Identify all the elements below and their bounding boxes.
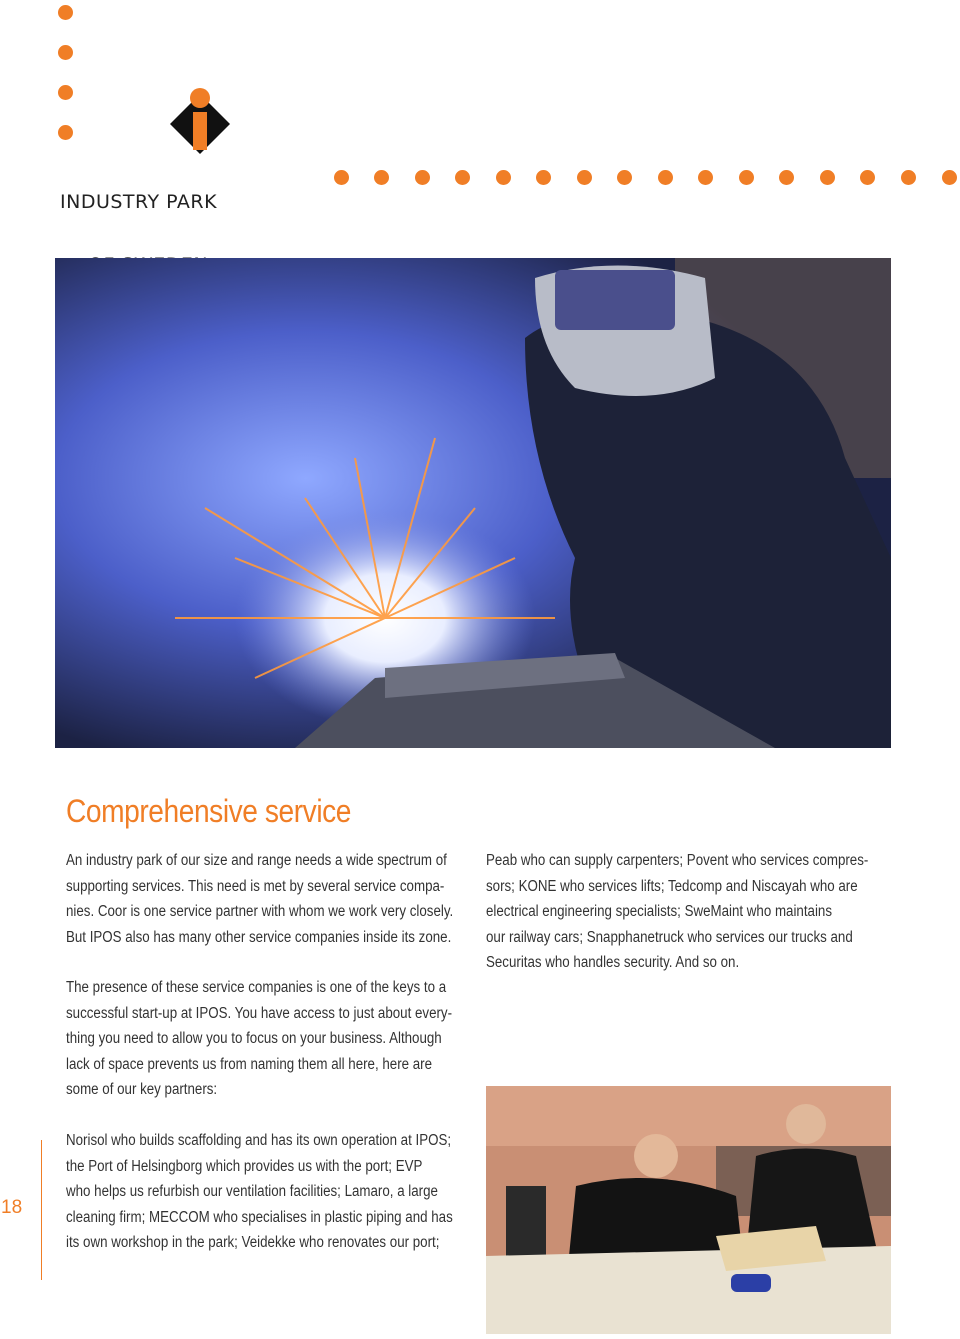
decorative-dot bbox=[415, 170, 430, 185]
decorative-dot bbox=[496, 170, 511, 185]
decorative-dot bbox=[658, 170, 673, 185]
decorative-dot bbox=[698, 170, 713, 185]
body-paragraph-3: Norisol who builds scaffolding and has its own operation at IPOS; the Port of Helsingborg which provides us with the port; EVP who helps us refurbish our ventilation facilities; Lamaro, a large cleaning firm; MECCOM who specialises in plastic piping and has its own workshop in the park; Veidekke who renovates our port; bbox=[66, 1132, 453, 1252]
decorative-dot bbox=[779, 170, 794, 185]
decorative-dot bbox=[860, 170, 875, 185]
decorative-dot bbox=[374, 170, 389, 185]
body-paragraph-4: Peab who can supply carpenters; Povent who services compres- sors; KONE who services lifts; Tedcomp and Niscayah who are electrical engineering specialists; SweMaint who maintains our railway cars; Snapphanetruck who services our trucks and Securitas who handles security. And so on. bbox=[486, 852, 869, 972]
page-number: 18 bbox=[1, 1197, 23, 1218]
decorative-dot bbox=[942, 170, 957, 185]
decorative-dot bbox=[536, 170, 551, 185]
decorative-dot bbox=[58, 45, 73, 60]
logo-line-1: INDUSTRY PARK bbox=[60, 191, 218, 213]
carpentry-photo bbox=[486, 1086, 891, 1334]
body-paragraph-2: The presence of these service companies is one of the keys to a successful start-up at IPOS. You have access to just about every- thing you need to allow you to focus on your business. Although lack of space prevents us from naming them all here, here are some of our key partners: bbox=[66, 979, 453, 1099]
page-rule bbox=[41, 1140, 42, 1280]
brand-logo bbox=[168, 86, 232, 156]
decorative-dot bbox=[577, 170, 592, 185]
decorative-dot bbox=[739, 170, 754, 185]
decorative-dot bbox=[334, 170, 349, 185]
decorative-dot bbox=[901, 170, 916, 185]
decorative-dot bbox=[58, 5, 73, 20]
decorative-dot bbox=[820, 170, 835, 185]
decorative-dot bbox=[58, 125, 73, 140]
decorative-dot bbox=[58, 85, 73, 100]
logo-mark-icon bbox=[168, 86, 232, 156]
decorative-dot bbox=[455, 170, 470, 185]
decorative-dot bbox=[617, 170, 632, 185]
body-paragraph-1: An industry park of our size and range needs a wide spectrum of supporting services. This need is met by several service compa- nies. Coor is one service partner with whom we work very closely. But IPOS also has many other service companies inside its zone. bbox=[66, 852, 454, 946]
welding-photo bbox=[55, 258, 891, 748]
section-heading: Comprehensive service bbox=[66, 793, 351, 829]
